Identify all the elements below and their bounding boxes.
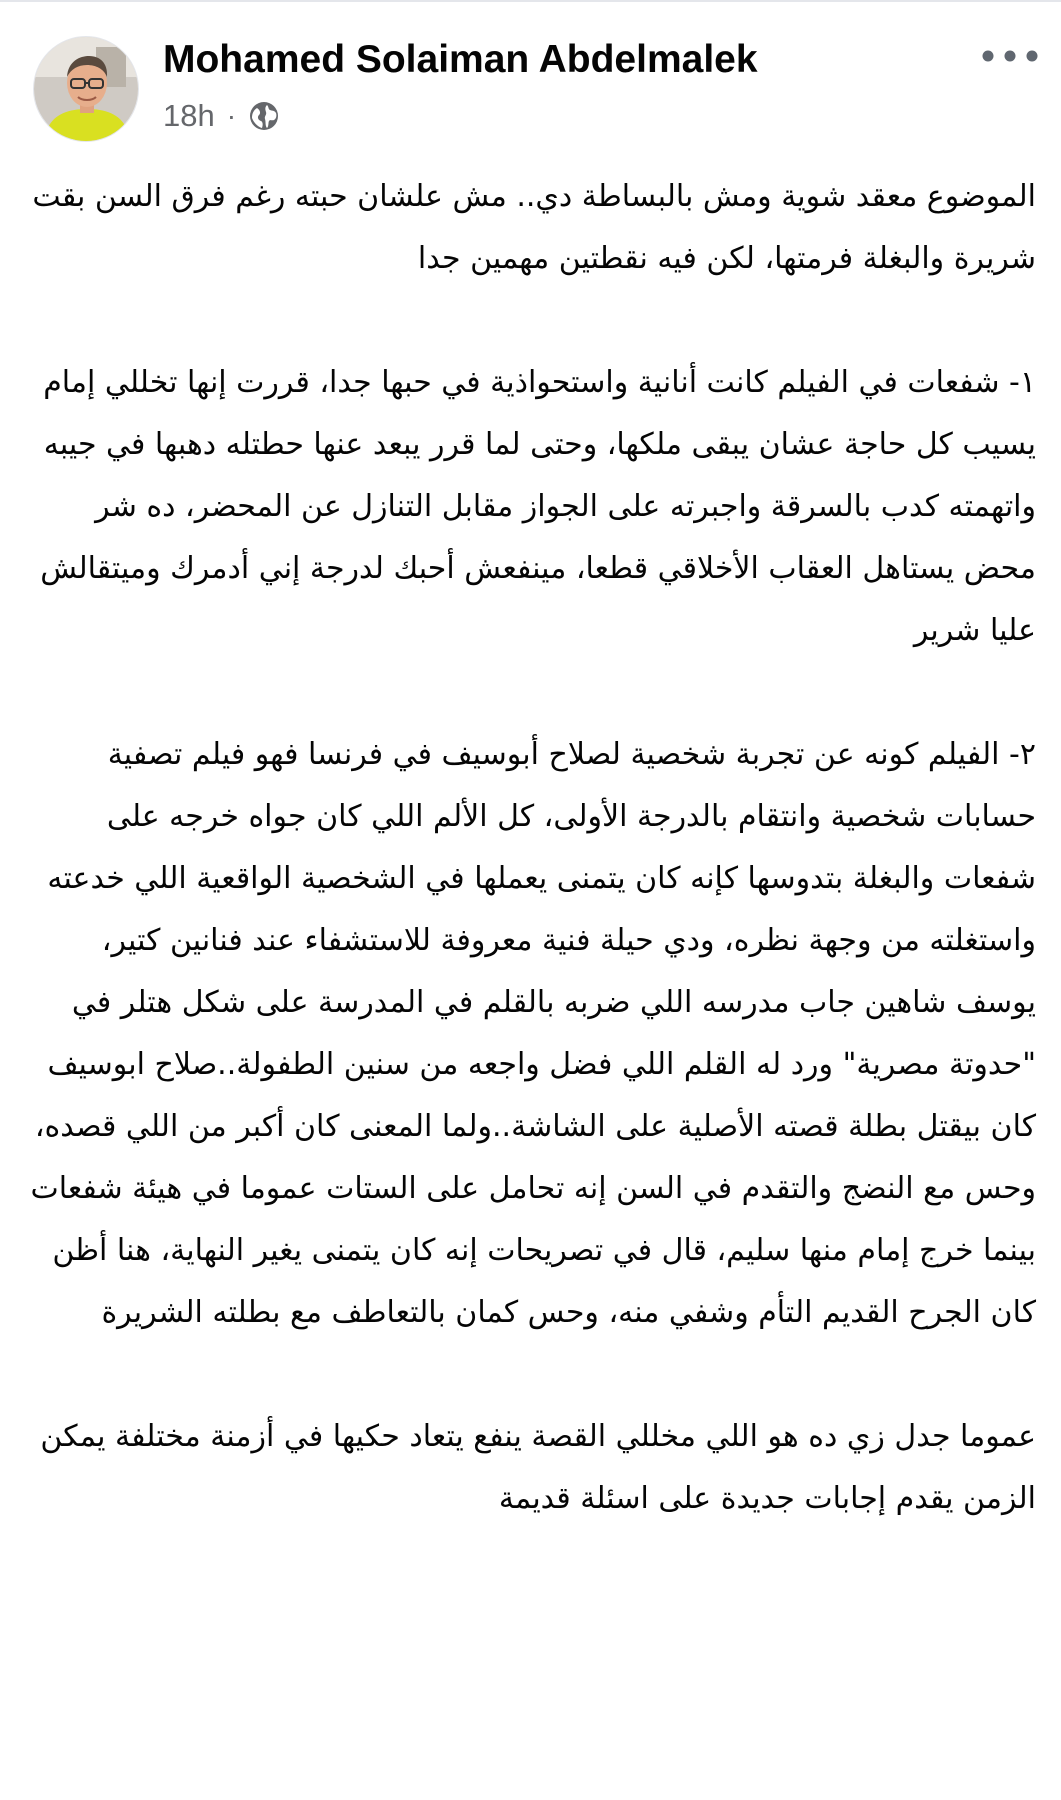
post-text [26, 166, 1036, 1530]
author-name[interactable]: Mohamed Solaiman Abdelmalek [163, 38, 758, 81]
post-meta [163, 96, 280, 136]
post-paragraph: الموضوع معقد شوية ومش بالبساطة دي.. مش علشان حبته رغم فرق السن بقت شريرة والبغلة فرمتها، لكن فيه نقطتين مهمين جدا [32, 179, 1036, 276]
author-avatar[interactable] [33, 36, 139, 142]
post-paragraph: ٢- الفيلم كونه عن تجربة شخصية لصلاح أبوسيف في فرنسا فهو فيلم تصفية حسابات شخصية وانتقام بالدرجة الأولى، كل الألم اللي كان جواه خرجه على شفعات والبغلة بتدوسها كإنه كان يتمنى يعملها في الشخصية الواقعية اللي خدعته واستغلته من وجهة نظره، ودي حيلة فنية معروفة للاستشفاء عند فنانين كتير، يوسف شاهين جاب مدرسه اللي ضربه بالقلم في المدرسة على شكل هتلر في "حدوتة مصرية" ورد له القلم اللي فضل واجعه من سنين الطفولة..صلاح ابوسيف كان بيقتل بطلة قصته الأصلية على الشاشة..ولما المعنى كان أكبر من اللي قصده، وحس مع النضج والتقدم في السن إنه تحامل على الستات عموما في هيئة شفعات بينما خرج إمام منها سليم، قال في تصريحات إنه كان يتمنى يغير النهاية، هنا أظن كان الجرح القديم التأم وشفي منه، وحس كمان بالتعاطف مع بطلته الشريرة [30, 737, 1036, 1330]
more-horizontal-icon [980, 49, 1040, 63]
post-paragraph: عموما جدل زي ده هو اللي مخللي القصة ينفع يتعاد حكيها في أزمنة مختلفة يمكن الزمن يقدم إجابات جديدة على اسئلة قديمة [40, 1419, 1036, 1516]
post-time[interactable]: 18h [163, 98, 215, 133]
more-options-button[interactable] [977, 36, 1043, 76]
meta-separator: · [226, 100, 237, 131]
globe-icon[interactable] [248, 100, 280, 132]
post-paragraph: ١- شفعات في الفيلم كانت أنانية واستحواذية في حبها جدا، قررت إنها تخللي إمام يسيب كل حاجة عشان يبقى ملكها، وحتى لما قرر يبعد عنها حطتله دهبها في جيبه واتهمته كدب بالسرقة واجبرته على الجواز مقابل التنازل عن المحضر، ده شر محض يستاهل العقاب الأخلاقي قطعا، مينفعش أحبك لدرجة إني أدمرك وميتقالش عليا شرير [40, 365, 1036, 648]
post-header [0, 0, 1061, 150]
avatar-image [34, 37, 139, 142]
